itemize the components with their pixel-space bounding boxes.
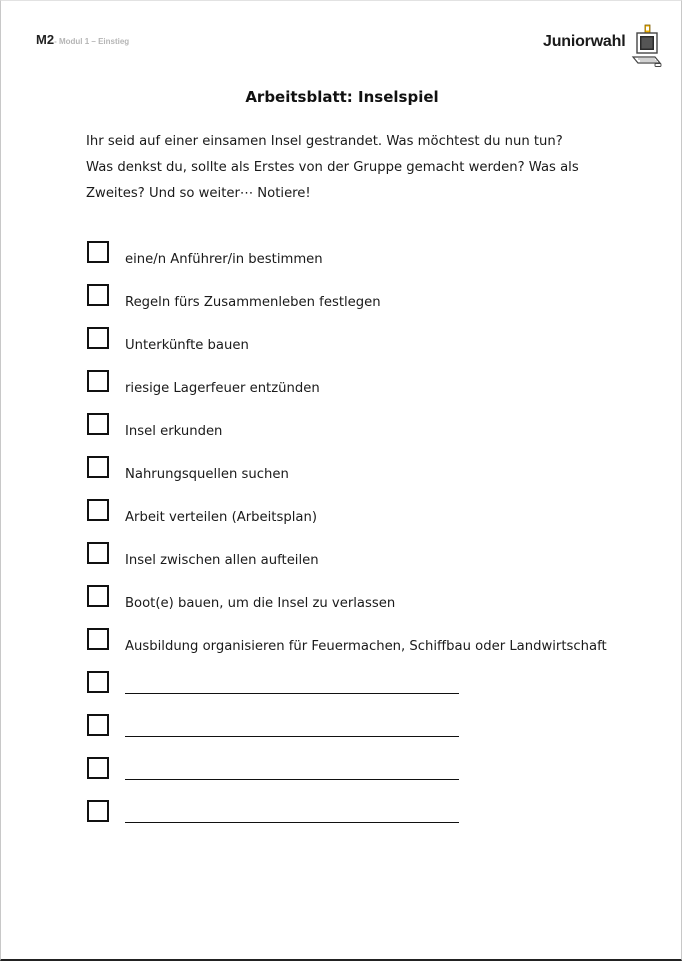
checkbox[interactable] [87,714,109,736]
checkbox[interactable] [87,671,109,693]
checklist-item-label: Nahrungsquellen suchen [125,467,289,482]
intro-line-1: Ihr seid auf einer einsamen Insel gestrandet. Was möchtest du nun tun? [86,134,563,149]
checklist-item [87,413,627,443]
checklist-item-label: Boot(e) bauen, um die Insel zu verlassen [125,596,396,611]
module-code: M2 [36,32,55,47]
blank-checklist-item [87,800,627,830]
checklist-item-label: riesige Lagerfeuer entzünden [125,381,320,396]
checklist-item-label: eine/n Anführer/in bestimmen [125,252,323,267]
ballot-computer-icon [629,23,663,69]
module-subtitle: - Modul 1 – Einstieg [54,37,130,46]
checkbox[interactable] [87,327,109,349]
module-header [36,32,129,49]
checkbox[interactable] [87,456,109,478]
blank-checklist-item [87,671,627,701]
checklist-item-label: Insel zwischen allen aufteilen [125,553,319,568]
blank-answer-line[interactable] [125,693,459,694]
checklist-item-label: Insel erkunden [125,424,223,439]
checkbox[interactable] [87,370,109,392]
checklist-item [87,284,627,314]
checklist-item [87,585,627,615]
checklist-item-label: Ausbildung organisieren für Feuermachen, Schiffbau oder Landwirtschaft [125,639,607,654]
intro-line-3: Zweites? Und so weiter⋯ Notiere! [86,186,311,201]
blank-answer-line[interactable] [125,822,459,823]
checklist-item [87,327,627,357]
blank-checklist-item [87,714,627,744]
checkbox[interactable] [87,413,109,435]
checklist-item-label: Unterkünfte bauen [125,338,249,353]
checkbox[interactable] [87,585,109,607]
blank-answer-line[interactable] [125,736,459,737]
checkbox[interactable] [87,542,109,564]
checklist-item [87,370,627,400]
checklist-item [87,241,627,271]
checkbox[interactable] [87,241,109,263]
intro-line-2: Was denkst du, sollte als Erstes von der Gruppe gemacht werden? Was als [86,160,579,175]
checkbox[interactable] [87,284,109,306]
blank-checklist-item [87,757,627,787]
checklist-item-label: Arbeit verteilen (Arbeitsplan) [125,510,317,525]
checklist-item [87,628,627,658]
intro-text [86,129,606,207]
checklist-item-label: Regeln fürs Zusammenleben festlegen [125,295,381,310]
checklist-item [87,542,627,572]
checklist-item [87,456,627,486]
checkbox[interactable] [87,757,109,779]
page-title: Arbeitsblatt: Inselspiel [245,88,439,106]
checklist-item [87,499,627,529]
juniorwahl-logo [543,23,663,69]
logo-text: Juniorwahl [543,33,626,50]
checkbox[interactable] [87,800,109,822]
checkbox[interactable] [87,499,109,521]
checkbox[interactable] [87,628,109,650]
blank-answer-line[interactable] [125,779,459,780]
